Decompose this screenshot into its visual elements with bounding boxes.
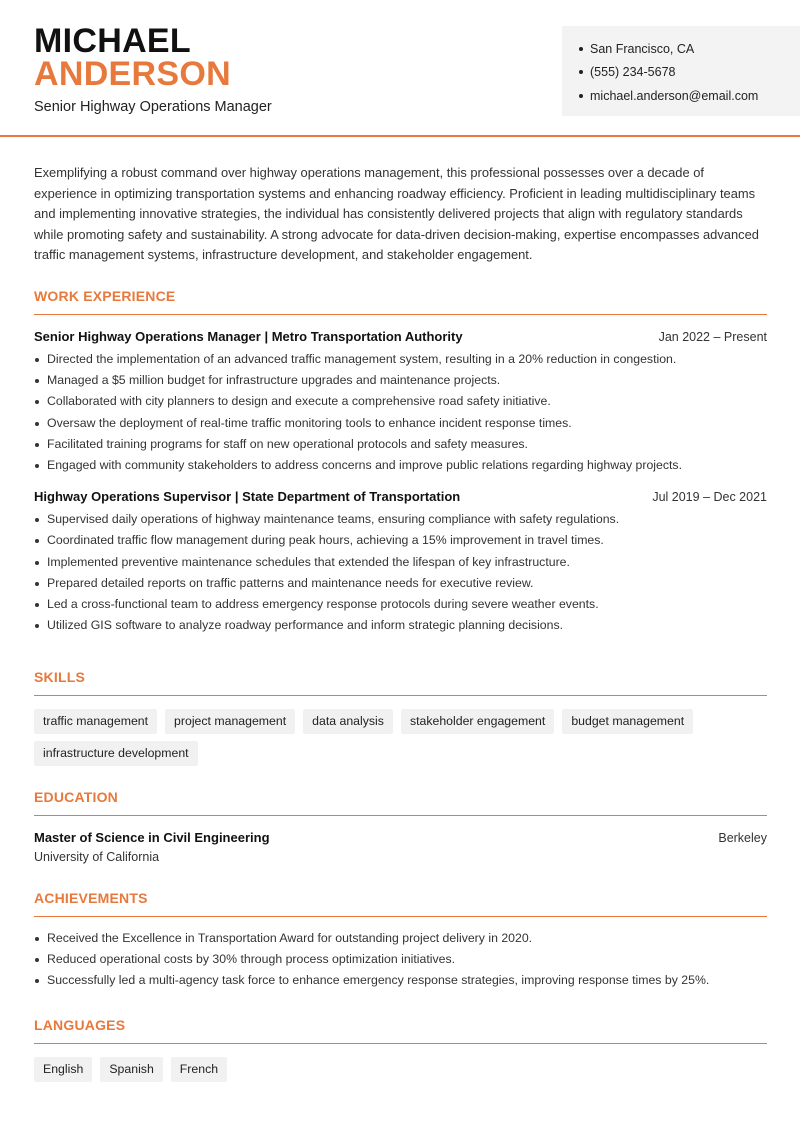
contact-location: [579, 37, 800, 61]
education-header: [34, 830, 767, 845]
list-item: Facilitated training programs for staff on new operational protocols and safety measures.: [34, 434, 767, 455]
list-item: Directed the implementation of an advanced traffic management system, resulting in a 20% reduction in congestion.: [34, 349, 767, 370]
job-header: [34, 489, 767, 504]
list-item: Managed a $5 million budget for infrastructure upgrades and maintenance projects.: [34, 370, 767, 391]
skills-chips: [34, 709, 767, 773]
bullet-icon: [579, 47, 583, 51]
contact-phone: [579, 61, 800, 85]
section-title-achievements: ACHIEVEMENTS: [34, 890, 148, 906]
achievements-section: [34, 890, 767, 992]
section-divider: [34, 815, 767, 816]
job-dates: Jan 2022 – Present: [658, 330, 767, 344]
list-item: Oversaw the deployment of real-time traffic monitoring tools to enhance incident response times.: [34, 413, 767, 434]
list-item: Prepared detailed reports on traffic patterns and maintenance needs for executive review.: [34, 573, 767, 594]
list-item: Successfully led a multi-agency task force to enhance emergency response strategies, improving response times by 25%.: [34, 970, 767, 991]
section-divider: [34, 314, 767, 315]
skill-chip: data analysis: [303, 709, 393, 734]
list-item: Engaged with community stakeholders to address concerns and improve public relations regarding highway projects.: [34, 455, 767, 476]
job-header: [34, 329, 767, 344]
bullet-icon: [579, 94, 583, 98]
job-bullets: [34, 509, 767, 636]
work-experience-section: [34, 288, 767, 636]
skill-chip: project management: [165, 709, 295, 734]
job-title: Senior Highway Operations Manager: [34, 99, 272, 115]
list-item: Collaborated with city planners to design and execute a comprehensive road safety initiative.: [34, 391, 767, 412]
section-title-skills: SKILLS: [34, 669, 85, 685]
languages-section: [34, 1017, 767, 1089]
job-role: Senior Highway Operations Manager | Metro Transportation Authority: [34, 329, 463, 344]
language-chip: French: [171, 1057, 227, 1082]
education-section: [34, 789, 767, 864]
bullet-icon: [579, 70, 583, 74]
resume-header: [0, 0, 800, 137]
list-item: Coordinated traffic flow management during peak hours, achieving a 15% improvement in travel times.: [34, 530, 767, 551]
section-divider: [34, 1043, 767, 1044]
list-item: Received the Excellence in Transportation Award for outstanding project delivery in 2020.: [34, 928, 767, 949]
summary-paragraph: Exemplifying a robust command over highway operations management, this professional possesses over a decade of experience in optimizing transportation systems and enhancing roadway efficiency. Proficient in leading multidisciplinary teams and implementing innovative strategies, the individual has consistently delivered projects that align with regulatory standards while promoting safety and sustainability. A strong advocate for data-driven decision-making, expertise encompasses advanced traffic management systems, infrastructure development, and stakeholder engagement.: [34, 165, 759, 262]
job-role: Highway Operations Supervisor | State Department of Transportation: [34, 489, 461, 505]
resume-body: [34, 163, 767, 1076]
contact-text: (555) 234-5678: [590, 65, 676, 80]
job-bullets: [34, 349, 767, 476]
achievements-list: [34, 928, 767, 992]
list-item: Utilized GIS software to analyze roadway performance and inform strategic planning decisions.: [34, 615, 767, 636]
language-chip: Spanish: [100, 1057, 162, 1082]
skill-chip: traffic management: [34, 709, 157, 734]
education-degree: Master of Science in Civil Engineering: [34, 830, 270, 845]
last-name: ANDERSON: [34, 55, 231, 93]
education-location: Berkeley: [718, 831, 767, 845]
list-item: Supervised daily operations of highway maintenance teams, ensuring compliance with safety regulations.: [34, 509, 767, 530]
contact-text: michael.anderson@email.com: [590, 88, 759, 103]
list-item: Reduced operational costs by 30% through process optimization initiatives.: [34, 949, 767, 970]
language-chip: English: [34, 1057, 92, 1082]
skill-chip: stakeholder engagement: [401, 709, 554, 734]
job-dates: Jul 2019 – Dec 2021: [652, 490, 767, 505]
education-school: University of California: [34, 850, 160, 864]
section-title-work: WORK EXPERIENCE: [34, 288, 176, 304]
contact-email: [579, 84, 800, 108]
job-entry: [34, 329, 767, 476]
list-item: Led a cross-functional team to address emergency response protocols during severe weather events.: [34, 594, 767, 615]
first-name: MICHAEL: [34, 22, 191, 60]
job-entry: [34, 489, 767, 636]
section-divider: [34, 695, 767, 696]
section-title-education: EDUCATION: [34, 789, 118, 805]
contact-box: [562, 26, 800, 116]
section-divider: [34, 916, 767, 917]
contact-text: San Francisco, CA: [590, 41, 695, 56]
skills-section: [34, 669, 767, 773]
list-item: Implemented preventive maintenance schedules that extended the lifespan of key infrastructure.: [34, 552, 767, 573]
language-chips: [34, 1057, 767, 1089]
section-title-languages: LANGUAGES: [34, 1017, 126, 1033]
skill-chip: infrastructure development: [34, 741, 198, 766]
skill-chip: budget management: [562, 709, 693, 734]
